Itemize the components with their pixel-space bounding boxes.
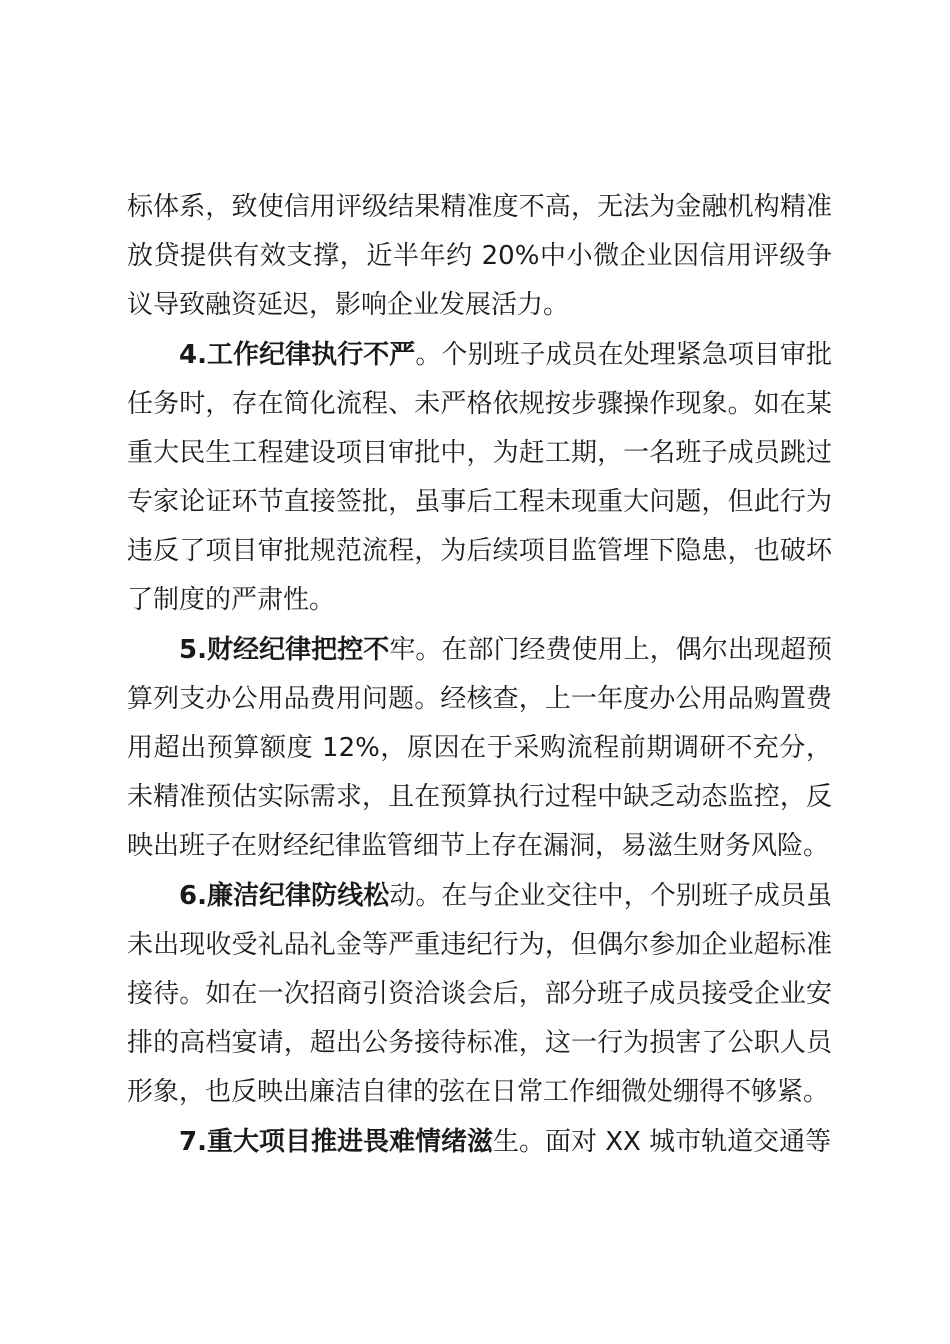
paragraph-heading: 7.重大项目推进畏难情绪滋 xyxy=(179,1127,493,1157)
paragraph-text: 动。在与企业交往中，个别班子成员虽未出现收受礼品礼金等严重违纪行为，但偶尔参加企业超标准接待。如在一次招商引资洽谈会后，部分班子成员接受企业安排的高档宴请，超出公务接待标准，这一行为损害了公职人员形象，也反映出廉洁自律的弦在日常工作细微处绷得不够紧。 xyxy=(127,881,832,1107)
paragraph-text: 生。面对 XX 城市轨道交通等 xyxy=(492,1127,832,1157)
paragraph-heading: 6.廉洁纪律防线松 xyxy=(179,881,390,911)
paragraph-text: 。个别班子成员在处理紧急项目审批任务时，存在简化流程、未严格依规按步骤操作现象。如在某重大民生工程建设项目审批中，为赶工期，一名班子成员跳过专家论证环节直接签批，虽事后工程未现重大问题，但此行为违反了项目审批规范流程，为后续项目监管埋下隐患，也破坏了制度的严肃性。 xyxy=(127,340,832,615)
paragraph-text: 牢。在部门经费使用上，偶尔出现超预算列支办公用品费用问题。经核查，上一年度办公用品购置费用超出预算额度 12%，原因在于采购流程前期调研不充分，未精准预估实际需求，且在预算执行过程中缺乏动态监控，反映出班子在财经纪律监管细节上存在漏洞，易滋生财务风险。 xyxy=(127,635,832,861)
paragraph-4 xyxy=(127,872,832,1117)
paragraph-heading: 4.工作纪律执行不严 xyxy=(179,340,416,370)
paragraph-text: 标体系，致使信用评级结果精准度不高，无法为金融机构精准放贷提供有效支撑，近半年约 20%中小微企业因信用评级争议导致融资延迟，影响企业发展活力。 xyxy=(127,192,832,320)
document-body xyxy=(127,183,832,1168)
paragraph-3 xyxy=(127,626,832,871)
paragraph-5 xyxy=(127,1118,832,1167)
paragraph-1 xyxy=(127,183,832,330)
paragraph-2 xyxy=(127,331,832,625)
paragraph-heading: 5.财经纪律把控不 xyxy=(179,635,390,665)
